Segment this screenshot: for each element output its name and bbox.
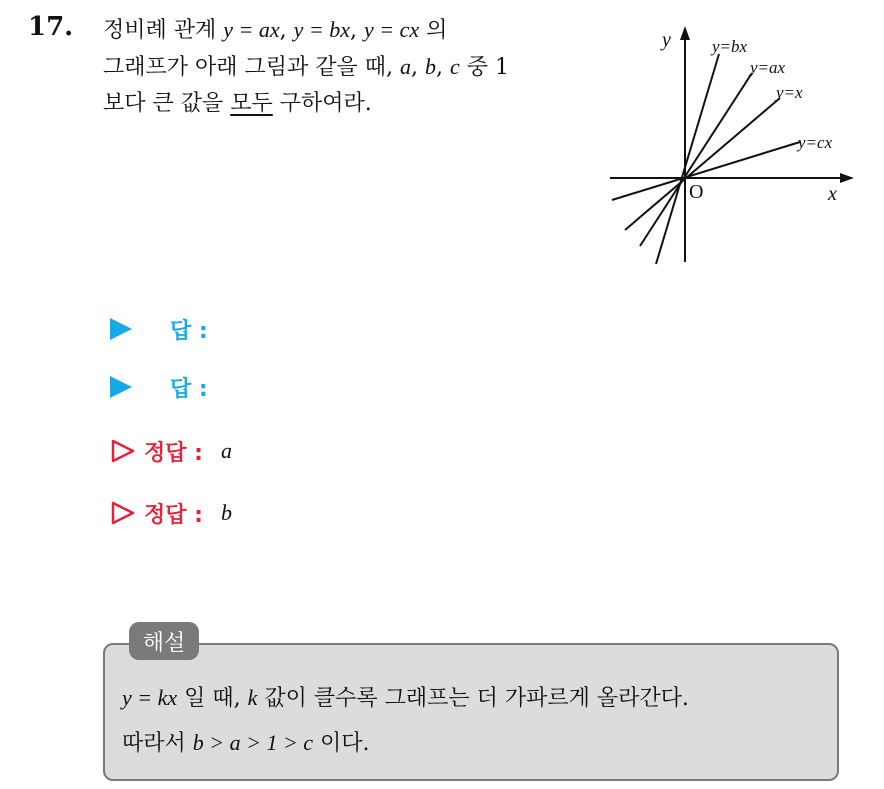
label-y-cx: y=cx [798,133,833,152]
question-text-part: 구하여라. [272,91,372,116]
correct-answer-label: 정답 : [144,440,203,466]
question-line-3 [103,86,603,122]
label-y-x: y=x [776,83,803,102]
explanation-text-part: 이다. [313,731,370,756]
explanation-text-part: 일 때, [177,686,248,711]
line-y-ax [640,73,752,246]
separator: , [435,55,450,80]
separator: , [350,18,364,43]
explanation-tab: 해설 [129,622,199,660]
equation-y-ax: y = ax [223,17,280,42]
variable-b: b [424,54,436,79]
question-text-part: 그래프가 아래 그림과 같을 때, [103,55,400,80]
separator: , [279,18,294,43]
question-line-1 [103,12,603,49]
x-axis-arrowhead [840,173,854,183]
variable-c: c [449,54,460,79]
question-text-part: 중 1 [459,55,509,80]
correct-answer-row-2 [110,498,232,528]
line-y-x [625,98,780,230]
equation-y-cx: y = cx [364,17,420,42]
y-axis-label: y [662,29,671,51]
variable-k: k [247,685,258,710]
correct-answer-value: b [220,500,232,525]
label-y-bx: y=bx [712,37,748,56]
correct-answer-label: 정답 : [144,502,203,528]
filled-triangle-icon [110,318,132,340]
label-y-ax: y=ax [750,58,786,77]
equation-y-kx: y = kx [122,685,178,710]
emphasis-underlined: 모두 [230,91,273,116]
inequality: b > a > 1 > c [192,730,314,755]
answer-blank-row-2 [110,372,208,402]
answer-blank-label: 답 : [170,376,208,402]
answer-blank-label: 답 : [170,318,208,344]
question-number: 17. [28,12,74,42]
explanation-line-2 [122,721,842,766]
question-line-2 [103,49,603,86]
equation-y-bx: y = bx [293,17,350,42]
outline-triangle-icon [110,500,136,526]
proportion-graph [600,18,860,266]
explanation-line-1 [122,676,842,721]
y-axis-arrowhead [680,26,690,40]
question-text-part: 보다 큰 값을 [103,91,231,116]
x-axis-label: x [828,183,837,205]
filled-triangle-icon [110,376,132,398]
explanation-text-part: 따라서 [122,731,193,756]
variable-a: a [399,54,411,79]
question-text-part: 의 [419,18,448,43]
question-text-part: 정비례 관계 [103,18,224,43]
explanation-text-part: 값이 클수록 그래프는 더 가파르게 올라간다. [257,686,689,711]
question-text [103,12,603,122]
correct-answer-value: a [220,438,232,463]
answer-blank-row-1 [110,314,208,344]
origin-label: O [689,181,704,203]
outline-triangle-icon [110,438,136,464]
separator: , [410,55,425,80]
line-y-cx [612,142,800,200]
explanation-text [122,676,842,766]
correct-answer-row-1 [110,436,232,466]
